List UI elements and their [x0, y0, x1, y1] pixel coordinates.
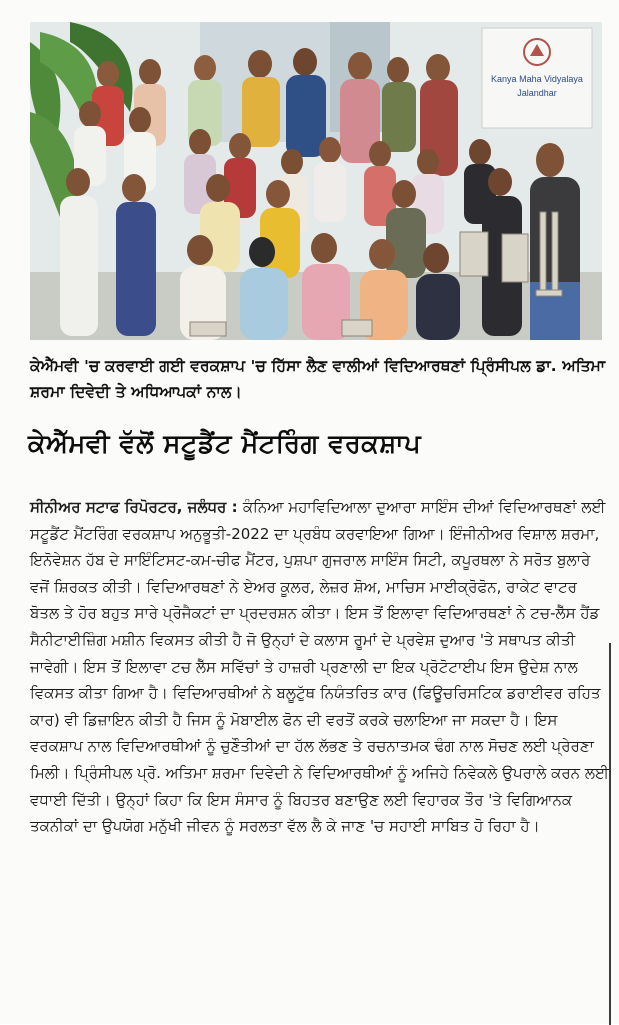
group-photo [30, 22, 602, 340]
group-photo-illustration [30, 22, 602, 340]
photo-caption: ਕੇਐੱਮਵੀ 'ਚ ਕਰਵਾਈ ਗਈ ਵਰਕਸ਼ਾਪ 'ਚ ਹਿੱਸਾ ਲੈਣ ਵਾਲੀਆਂ ਵਿਦਿਆਰਥਣਾਂ ਪ੍ਰਿੰਸੀਪਲ ਡਾ. ਅਤਿਮਾ ਸ਼ਰਮਾ ਦਿਵੇਦੀ ਤੇ ਅਧਿਆਪਕਾਂ ਨਾਲ। [30, 357, 606, 401]
column-divider [609, 643, 611, 1025]
article-headline: ਕੇਐੱਮਵੀ ਵੱਲੋਂ ਸਟੂਡੈਂਟ ਮੈਂਟਰਿੰਗ ਵਰਕਸ਼ਾਪ [28, 429, 422, 459]
article-byline: ਸੀਨੀਅਰ ਸਟਾਫ ਰਿਪੋਰਟਰ, ਜਲੰਧਰ : [30, 498, 243, 516]
sign-line-2: Jalandhar [517, 88, 557, 98]
article-body [30, 494, 610, 840]
college-sign [482, 28, 592, 128]
article-text: ਕੰਨਿਆ ਮਹਾਵਿਦਿਆਲਾ ਦੁਆਰਾ ਸਾਇੰਸ ਦੀਆਂ ਵਿਦਿਆਰਥਣਾਂ ਲਈ ਸਟੂਡੈਂਟ ਮੈਂਟਰਿੰਗ ਵਰਕਸ਼ਾਪ ਅਨੁਭੂਤੀ-2022 ਦਾ ਪ੍ਰਬੰਧ ਕਰਵਾਇਆ ਗਿਆ। ਇੰਜੀਨੀਅਰ ਵਿਸ਼ਾਲ ਸ਼ਰਮਾ, ਇਨੋਵੇਸ਼ਨ ਹੱਬ ਦੇ ਸਾਇੰਟਿਸਟ-ਕਮ-ਚੀਫ ਮੈਂਟਰ, ਪੁਸ਼ਪਾ ਗੁਜਰਾਲ ਸਾਇੰਸ ਸਿਟੀ, ਕਪੂਰਥਲਾ ਨੇ ਸਰੋਤ ਬੁਲਾਰੇ ਵਜੋਂ ਸ਼ਿਰਕਤ ਕੀਤੀ। ਵਿਦਿਆਰਥਣਾਂ ਨੇ ਏਅਰ ਕੂਲਰ, ਲੇਜ਼ਰ ਸ਼ੋਅ, ਮਾਚਿਸ ਮਾਈਕ੍ਰੋਫੋਨ, ਰਾਕੇਟ ਵਾਟਰ ਬੋਤਲ ਤੇ ਹੋਰ ਬਹੁਤ ਸਾਰੇ ਪ੍ਰੋਜੈਕਟਾਂ ਦਾ ਪ੍ਰਦਰਸ਼ਨ ਕੀਤਾ। ਇਸ ਤੋਂ ਇਲਾਵਾ ਵਿਦਿਆਰਥਣਾਂ ਨੇ ਟਚ-ਲੈੱਸ ਹੈਂਡ ਸੈਨੀਟਾਈਜ਼ਿੰਗ ਮਸ਼ੀਨ ਵਿਕਸਤ ਕੀਤੀ ਹੈ ਜੋ ਉਨ੍ਹਾਂ ਦੇ ਕਲਾਸ ਰੂਮਾਂ ਦੇ ਪ੍ਰਵੇਸ਼ ਦੁਆਰ 'ਤੇ ਸਥਾਪਤ ਕੀਤੀ ਜਾਵੇਗੀ। ਇਸ ਤੋਂ ਇਲਾਵਾ ਟਚ ਲੈੱਸ ਸਵਿੱਚਾਂ ਤੇ ਹਾਜ਼ਰੀ ਪ੍ਰਣਾਲੀ ਦਾ ਇਕ ਪ੍ਰੋਟੋਟਾਈਪ ਇਸ ਉਦੇਸ਼ ਨਾਲ ਵਿਕਸਤ ਕੀਤਾ ਗਿਆ ਹੈ। ਵਿਦਿਆਰਥੀਆਂ ਨੇ ਬਲੂਟੁੱਥ ਨਿਯੰਤਰਿਤ ਕਾਰ (ਫਿਊਚਰਿਸਟਿਕ ਡਰਾਈਵਰ ਰਹਿਤ ਕਾਰ) ਵੀ ਡਿਜ਼ਾਇਨ ਕੀਤੀ ਹੈ ਜਿਸ ਨੂੰ ਮੋਬਾਈਲ ਫੋਨ ਦੀ ਵਰਤੋਂ ਕਰਕੇ ਚਲਾਇਆ ਜਾ ਸਕਦਾ ਹੈ। ਇਸ ਵਰਕਸ਼ਾਪ ਨਾਲ ਵਿਦਿਆਰਥੀਆਂ ਨੂੰ ਚੁਣੌਤੀਆਂ ਦਾ ਹੱਲ ਲੱਭਣ ਤੇ ਰਚਨਾਤਮਕ ਢੰਗ ਨਾਲ ਸੋਚਣ ਲਈ ਪ੍ਰੇਰਣਾ ਮਿਲੀ। ਪ੍ਰਿੰਸੀਪਲ ਪ੍ਰੋ. ਅਤਿਮਾ ਸ਼ਰਮਾ ਦਿਵੇਦੀ ਨੇ ਵਿਦਿਆਰਥੀਆਂ ਨੂੰ ਅਜਿਹੇ ਨਿਵੇਕਲੇ ਉਪਰਾਲੇ ਕਰਨ ਲਈ ਵਧਾਈ ਦਿੱਤੀ। ਉਨ੍ਹਾਂ ਕਿਹਾ ਕਿ ਇਸ ਸੰਸਾਰ ਨੂੰ ਬਿਹਤਰ ਬਣਾਉਣ ਲਈ ਵਿਹਾਰਕ ਤੌਰ 'ਤੇ ਵਿਗਿਆਨਕ ਤਕਨੀਕਾਂ ਦਾ ਉਪਯੋਗ ਮਨੁੱਖੀ ਜੀਵਨ ਨੂੰ ਸਰਲਤਾ ਵੱਲ ਲੈ ਕੇ ਜਾਣ 'ਚ ਸਹਾਈ ਸਾਬਿਤ ਹੋ ਰਿਹਾ ਹੈ। [30, 498, 609, 836]
sign-line-1: Kanya Maha Vidyalaya [491, 74, 583, 84]
